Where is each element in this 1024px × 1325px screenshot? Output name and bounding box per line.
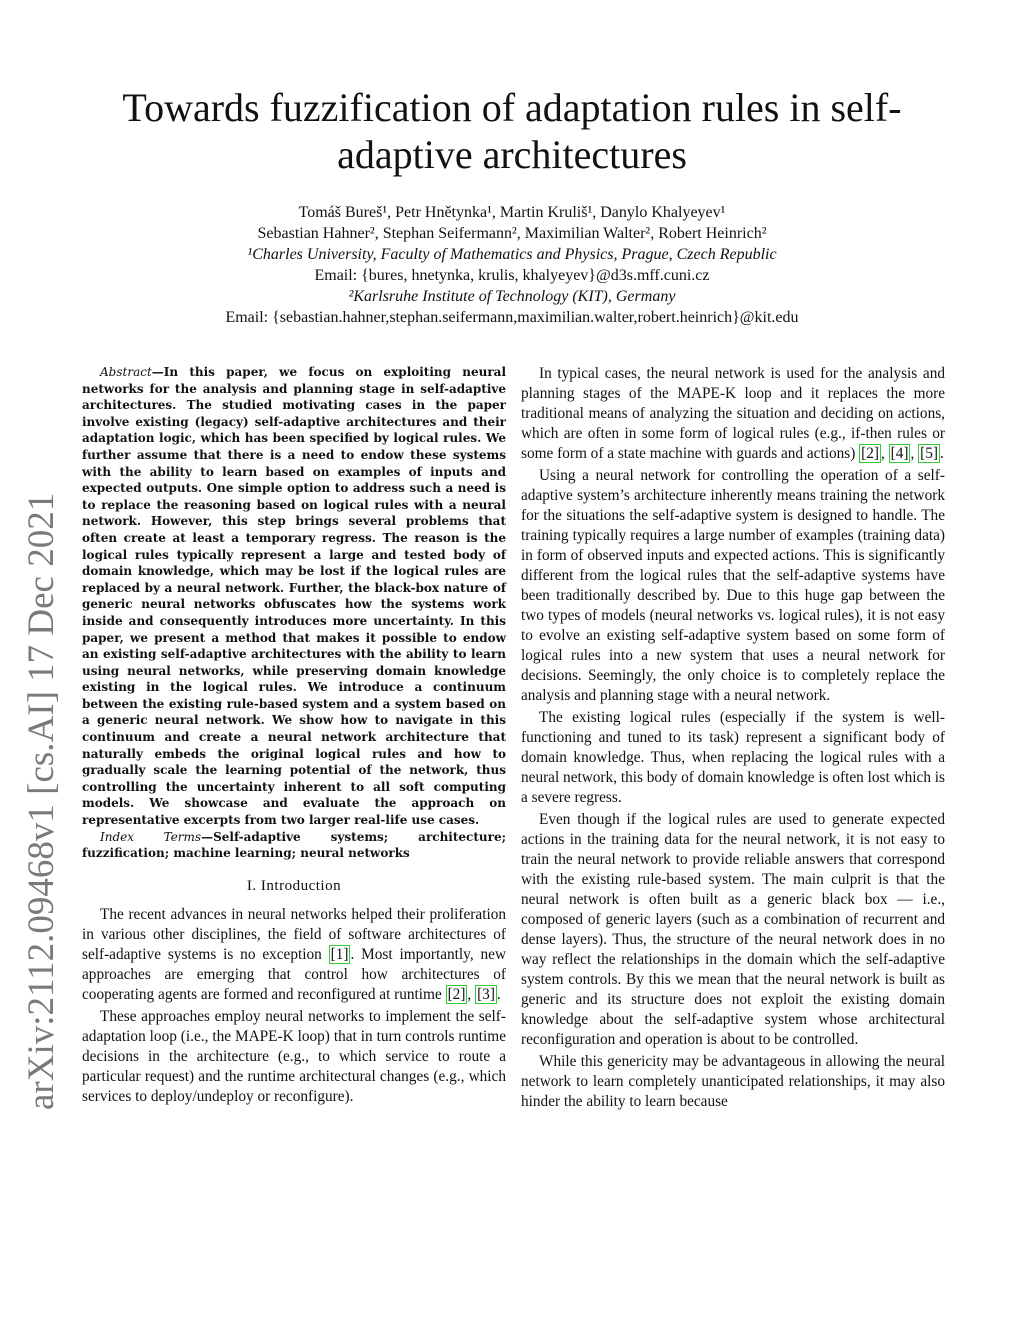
paragraph: Using a neural network for controlling the operation of a self-adaptive system’s architecture inherently means training the network for the situations the self-adaptive system is designed to handle. The training typically requires a large number of examples (training data) in form of observed inputs and expected actions. This is significantly different from the logical rules that the self-adaptive systems have been traditionally described by. Due to this huge gap between the two types of models (neural networks vs. logical rules), it is not easy to evolve an existing self-adaptive system based on some form of logical rules into a new system that uses a neural network for decisions. Seemingly, the only choice is to completely replace the analysis and planning stage with a neural network.: [521, 467, 945, 704]
citation-link[interactable]: [2]: [447, 985, 466, 1003]
paragraph: While this genericity may be advantageous in allowing the neural network to learn completely unanticipated relationships, it may also hinder the ability to learn because: [521, 1053, 945, 1110]
index-terms-text: —Self-adaptive systems; architecture; fuzzification; machine learning; neural networks: [82, 829, 507, 861]
text-run: ,: [880, 445, 889, 462]
text-run: ,: [910, 445, 919, 462]
text-run: The recent advances in neural networks helped their proliferation in various other disciplines, the field of software architectures of self-adaptive systems is no exception: [82, 905, 506, 963]
index-terms-label: Index Terms: [100, 829, 202, 844]
paragraph: The existing logical rules (especially if the system is well-functioning and tuned to its task) represent a significant body of domain knowledge. Thus, when replacing the logical rules with a neural network, this body of domain knowledge is often lost which is a severe regress.: [521, 709, 945, 806]
paragraph: These approaches employ neural networks to implement the self-adaptation loop (i.e., the MAPE-K loop) that in turn controls runtime decisions in the architecture (e.g., to which service to route a particular request) and the runtime architectural changes (e.g., which services to deploy/undeploy or reconfigure).: [82, 1007, 506, 1105]
text-run: In typical cases, the neural network is used for the analysis and planning stages of the MAPE-K loop and it replaces the more traditional means of analyzing the situation and deciding on actions, which are often in some form of logical rules (e.g., if-then rules or some form of a state machine with guards and actions): [521, 365, 945, 462]
citation-link[interactable]: [2]: [861, 445, 879, 462]
text-run: .: [496, 985, 501, 1003]
email-1: Email: {bures, hnetynka, krulis, khalyeyev}@d3s.mff.cuni.cz: [314, 267, 710, 284]
authors-line-1: Tomáš Bureš¹, Petr Hnětynka¹, Martin Kruliš¹, Danylo Khalyeyev¹: [298, 204, 726, 221]
citation-link[interactable]: [5]: [920, 445, 938, 462]
author-block: [112, 202, 912, 328]
paper-title: Towards fuzzification of adaptation rules in self-adaptive architectures: [122, 85, 902, 177]
paragraph: [82, 905, 506, 1005]
text-run: ,: [467, 985, 476, 1003]
text-run: . Most importantly, new approaches are emerging that control how architectures of cooperating agents are formed and reconfigured at runtime: [82, 945, 506, 1003]
abstract: [82, 364, 506, 829]
paragraph: Even though if the logical rules are used to generate expected actions in the training data for the neural network, it is not easy to train the neural network to provide reliable answers that correspond with the existing rule-based system. The main culprit is that the neural network is often built as a generic black box — i.e., composed of generic layers (such as a combination of recurrent and dense layers). Thus, the structure of the neural network does in no way reflect the relationships in the domain which the self-adaptive system controls. By this we mean that the neural network is built as generic and its structure does not exploit the existing domain knowledge about the self-adaptive system whose architectural reconfiguration and operation is about to be controlled.: [521, 811, 945, 1048]
right-column: [521, 364, 945, 1114]
affiliation-2: ²Karlsruhe Institute of Technology (KIT), Germany: [348, 288, 676, 305]
section-heading-introduction: I. Introduction: [246, 877, 342, 894]
citation-link[interactable]: [1]: [330, 945, 349, 963]
abstract-text: —In this paper, we focus on exploiting neural networks for the analysis and planning stage in self-adaptive architectures. The studied motivating cases in the paper involve existing (legacy) self-adaptive architectures and their adaptation logic, which has been specified by logical rules. We further assume that there is a need to endow these systems with the ability to learn based on examples of inputs and expected outputs. One simple option to address such a need is to replace the reasoning based on logical rules with a neural network. However, this step brings several problems that often create at least a temporary regress. The reason is the logical rules typically represent a large and tested body of domain knowledge, which may be lost if the logical rules are replaced by a neural network. Further, the black-box nature of generic neural networks obfuscates how the systems work inside and consequently introduces more uncertainty. In this paper, we present a method that makes it possible to endow an existing self-adaptive architectures with the ability to learn using neural networks, while preserving domain knowledge existing in the logical rules. We introduce a continuum between the existing rule-based system and a system based on a generic neural network. We show how to navigate in this continuum and create a neural network architecture that naturally embeds the original logical rules and how to gradually scale the learning potential of the network, thus controlling the uncertainty inherent to all soft computing models. We showcase and evaluate the approach on representative excerpts from two larger real-life use cases.: [82, 365, 506, 828]
left-column: [82, 364, 506, 1109]
abstract-label: Abstract: [100, 365, 152, 379]
index-terms: [82, 829, 506, 862]
citation-link[interactable]: [4]: [890, 445, 909, 462]
email-2: Email: {sebastian.hahner,stephan.seifermann,maximilian.walter,robert.heinrich}@kit.edu: [225, 309, 799, 326]
citation-link[interactable]: [3]: [477, 985, 495, 1003]
text-run: .: [939, 445, 944, 462]
authors-line-2: Sebastian Hahner², Stephan Seifermann², Maximilian Walter², Robert Heinrich²: [257, 225, 767, 242]
affiliation-1: ¹Charles University, Faculty of Mathematics and Physics, Prague, Czech Republic: [247, 246, 777, 263]
arxiv-identifier: arXiv:2112.09468v1 [cs.AI] 17 Dec 2021: [21, 492, 62, 1110]
paragraph: [521, 364, 945, 464]
